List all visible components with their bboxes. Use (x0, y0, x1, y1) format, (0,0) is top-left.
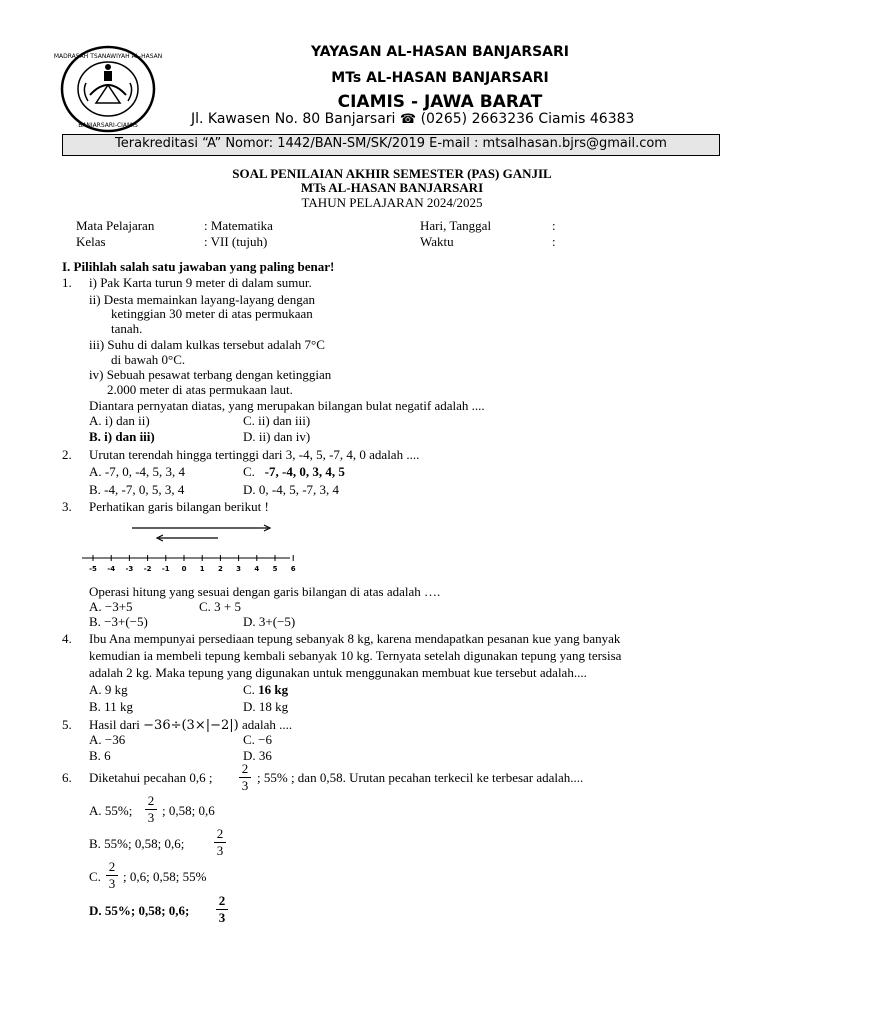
accreditation-box (62, 134, 720, 156)
q1-statement-2-cont: ketinggian 30 meter di atas permukaan (111, 306, 313, 321)
q2-stem: Urutan terendah hingga tertinggi dari 3, -4, 5, -7, 4, 0 adalah .... (89, 447, 420, 462)
subject-value: : Matematika (204, 218, 273, 233)
section-heading: I. Pilihlah salah satu jawaban yang paling benar! (62, 259, 335, 274)
q6-stem-pre: Diketahui pecahan 0,6 ; (89, 770, 213, 785)
q6-option-c-fraction: 2 3 (106, 860, 118, 891)
q5-option-c[interactable]: C. −6 (243, 732, 273, 747)
q2-number: 2. (62, 447, 72, 462)
q4-line-3: adalah 2 kg. Maka tepung yang digunakan untuk menggunakan membuat kue tersebut adalah.... (89, 665, 587, 680)
q1-stem: Diantara pernyatan diatas, yang merupakan bilangan bulat negatif adalah .... (89, 398, 485, 413)
school-city: CIAMIS - JAWA BARAT (337, 92, 543, 112)
day-value: : (552, 218, 556, 233)
q5-expression: −36÷(3×|−2|) (143, 718, 239, 733)
exam-title: SOAL PENILAIAN AKHIR SEMESTER (PAS) GANJIL (232, 166, 552, 181)
number-line-label: 3 (236, 565, 242, 573)
q2-option-d[interactable]: D. 0, -4, 5, -7, 3, 4 (243, 482, 340, 497)
q3-option-a[interactable]: A. −3+5 (89, 599, 133, 614)
accreditation-text: Terakreditasi “A” Nomor: 1442/BAN-SM/SK/2019 E-mail : mtsalhasan.bjrs@gmail.com (115, 136, 667, 151)
number-line-label: 6 (290, 565, 296, 573)
q5-number: 5. (62, 717, 72, 732)
number-line-label: 2 (217, 565, 223, 573)
q4-option-a[interactable]: A. 9 kg (89, 682, 128, 697)
q3-option-c[interactable]: C. 3 + 5 (199, 599, 242, 614)
q3-option-d[interactable]: D. 3+(−5) (243, 614, 296, 629)
foundation-name: YAYASAN AL-HASAN BANJARSARI (310, 44, 569, 60)
subject-label: Mata Pelajaran (76, 218, 155, 233)
number-line-label: -3 (125, 565, 134, 573)
time-label: Waktu (420, 234, 454, 249)
svg-text:BANJARSARI-CIAMIS: BANJARSARI-CIAMIS (78, 122, 138, 129)
q4-line-1: Ibu Ana mempunyai persediaan tepung sebanyak 8 kg, karena mendapatkan pesanan kue yang banyak (89, 631, 621, 646)
q2-option-c[interactable] (243, 464, 345, 480)
q5-option-a[interactable]: A. −36 (89, 732, 126, 747)
q4-option-b[interactable]: B. 11 kg (89, 699, 133, 714)
number-line-label: -5 (89, 565, 97, 573)
q1-statement-2: ii) Desta memainkan layang-layang dengan (89, 292, 315, 307)
q6-option-a-post: ; 0,58; 0,6 (162, 803, 215, 818)
q5-stem-pre: Hasil dari (89, 717, 140, 732)
q1-option-a[interactable]: A. i) dan ii) (89, 413, 150, 428)
exam-year: TAHUN PELAJARAN 2024/2025 (301, 195, 483, 210)
q1-option-d[interactable]: D. ii) dan iv) (243, 429, 311, 444)
day-label: Hari, Tanggal (420, 218, 492, 233)
q5-option-d[interactable]: D. 36 (243, 748, 272, 763)
q4-option-c-value: 16 kg (258, 682, 289, 697)
school-address (191, 111, 634, 127)
number-line-label: 1 (199, 565, 205, 573)
q1-statement-4-cont: 2.000 meter di atas permukaan laut. (107, 382, 293, 397)
q2-option-c-label: C. (243, 464, 255, 479)
q1-statement-4: iv) Sebuah pesawat terbang dengan ketinggian (89, 367, 332, 382)
q4-line-2: kemudian ia membeli tepung kembali sebanyak 10 kg. Ternyata setelah digunakan tepung yang tersisa (89, 648, 622, 663)
q5-option-b[interactable]: B. 6 (89, 748, 111, 763)
q6-stem-post: ; 55% ; dan 0,58. Urutan pecahan terkecil ke terbesar adalah.... (257, 770, 584, 785)
q1-option-b[interactable]: B. i) dan iii) (89, 429, 155, 444)
q6-option-d-fraction: 2 3 (216, 894, 228, 925)
q6-option-c-pre[interactable]: C. (89, 869, 101, 884)
q3-number: 3. (62, 499, 72, 514)
q4-number: 4. (62, 631, 72, 646)
class-value: : VII (tujuh) (204, 234, 268, 249)
q2-option-b[interactable]: B. -4, -7, 0, 5, 3, 4 (89, 482, 185, 497)
number-line-label: -1 (161, 565, 170, 573)
q2-option-c-value: -7, -4, 0, 3, 4, 5 (264, 464, 345, 479)
q6-option-b-pre[interactable]: B. 55%; 0,58; 0,6; (89, 836, 185, 851)
q5-stem-post: adalah .... (241, 717, 293, 732)
q4-option-d[interactable]: D. 18 kg (243, 699, 289, 714)
q6-stem-fraction: 2 3 (239, 762, 251, 793)
q1-statement-3: iii) Suhu di dalam kulkas tersebut adalah 7°C (89, 337, 325, 352)
q3-stem: Perhatikan garis bilangan berikut ! (89, 499, 269, 514)
q4-option-c[interactable] (243, 682, 288, 698)
number-line-label: -2 (143, 565, 152, 573)
q6-option-b-fraction: 2 3 (214, 827, 226, 858)
exam-school: MTs AL-HASAN BANJARSARI (300, 180, 484, 195)
q6-option-c-post: ; 0,6; 0,58; 55% (123, 869, 207, 884)
number-line-label: -4 (107, 565, 116, 573)
q1-statement-1: i) Pak Karta turun 9 meter di dalam sumur. (89, 275, 312, 290)
q1-number: 1. (62, 275, 72, 290)
q6-option-a-fraction: 2 3 (145, 794, 157, 825)
q1-statement-2-cont2: tanah. (111, 321, 143, 336)
q6-option-a-pre[interactable]: A. 55%; (89, 803, 133, 818)
q6-number: 6. (62, 770, 72, 785)
q1-statement-3-cont: di bawah 0°C. (111, 352, 186, 367)
number-line-label: 4 (254, 565, 260, 573)
q6-option-d-pre[interactable]: D. 55%; 0,58; 0,6; (89, 903, 190, 918)
svg-text:MADRASAH TSANAWIYAH AL-HASAN: MADRASAH TSANAWIYAH AL-HASAN (53, 53, 163, 60)
number-line-label: 5 (272, 565, 278, 573)
school-name: MTs AL-HASAN BANJARSARI (331, 70, 549, 86)
address-text: Jl. Kawasen No. 80 Banjarsari (191, 111, 396, 127)
q4-option-c-label: C. (243, 682, 255, 697)
number-line-figure (78, 518, 296, 576)
phone-text: (0265) 2663236 Ciamis 46383 (420, 111, 635, 127)
q3-option-b[interactable]: B. −3+(−5) (89, 614, 148, 629)
q1-option-c[interactable]: C. ii) dan iii) (243, 413, 311, 428)
q5-stem (89, 717, 292, 733)
q3-stem2: Operasi hitung yang sesuai dengan garis bilangan di atas adalah …. (89, 584, 441, 599)
class-label: Kelas (76, 234, 106, 249)
time-value: : (552, 234, 556, 249)
q2-option-a[interactable]: A. -7, 0, -4, 5, 3, 4 (89, 464, 186, 479)
number-line-label: 0 (181, 565, 187, 573)
telephone-icon: ☎ (399, 112, 417, 127)
